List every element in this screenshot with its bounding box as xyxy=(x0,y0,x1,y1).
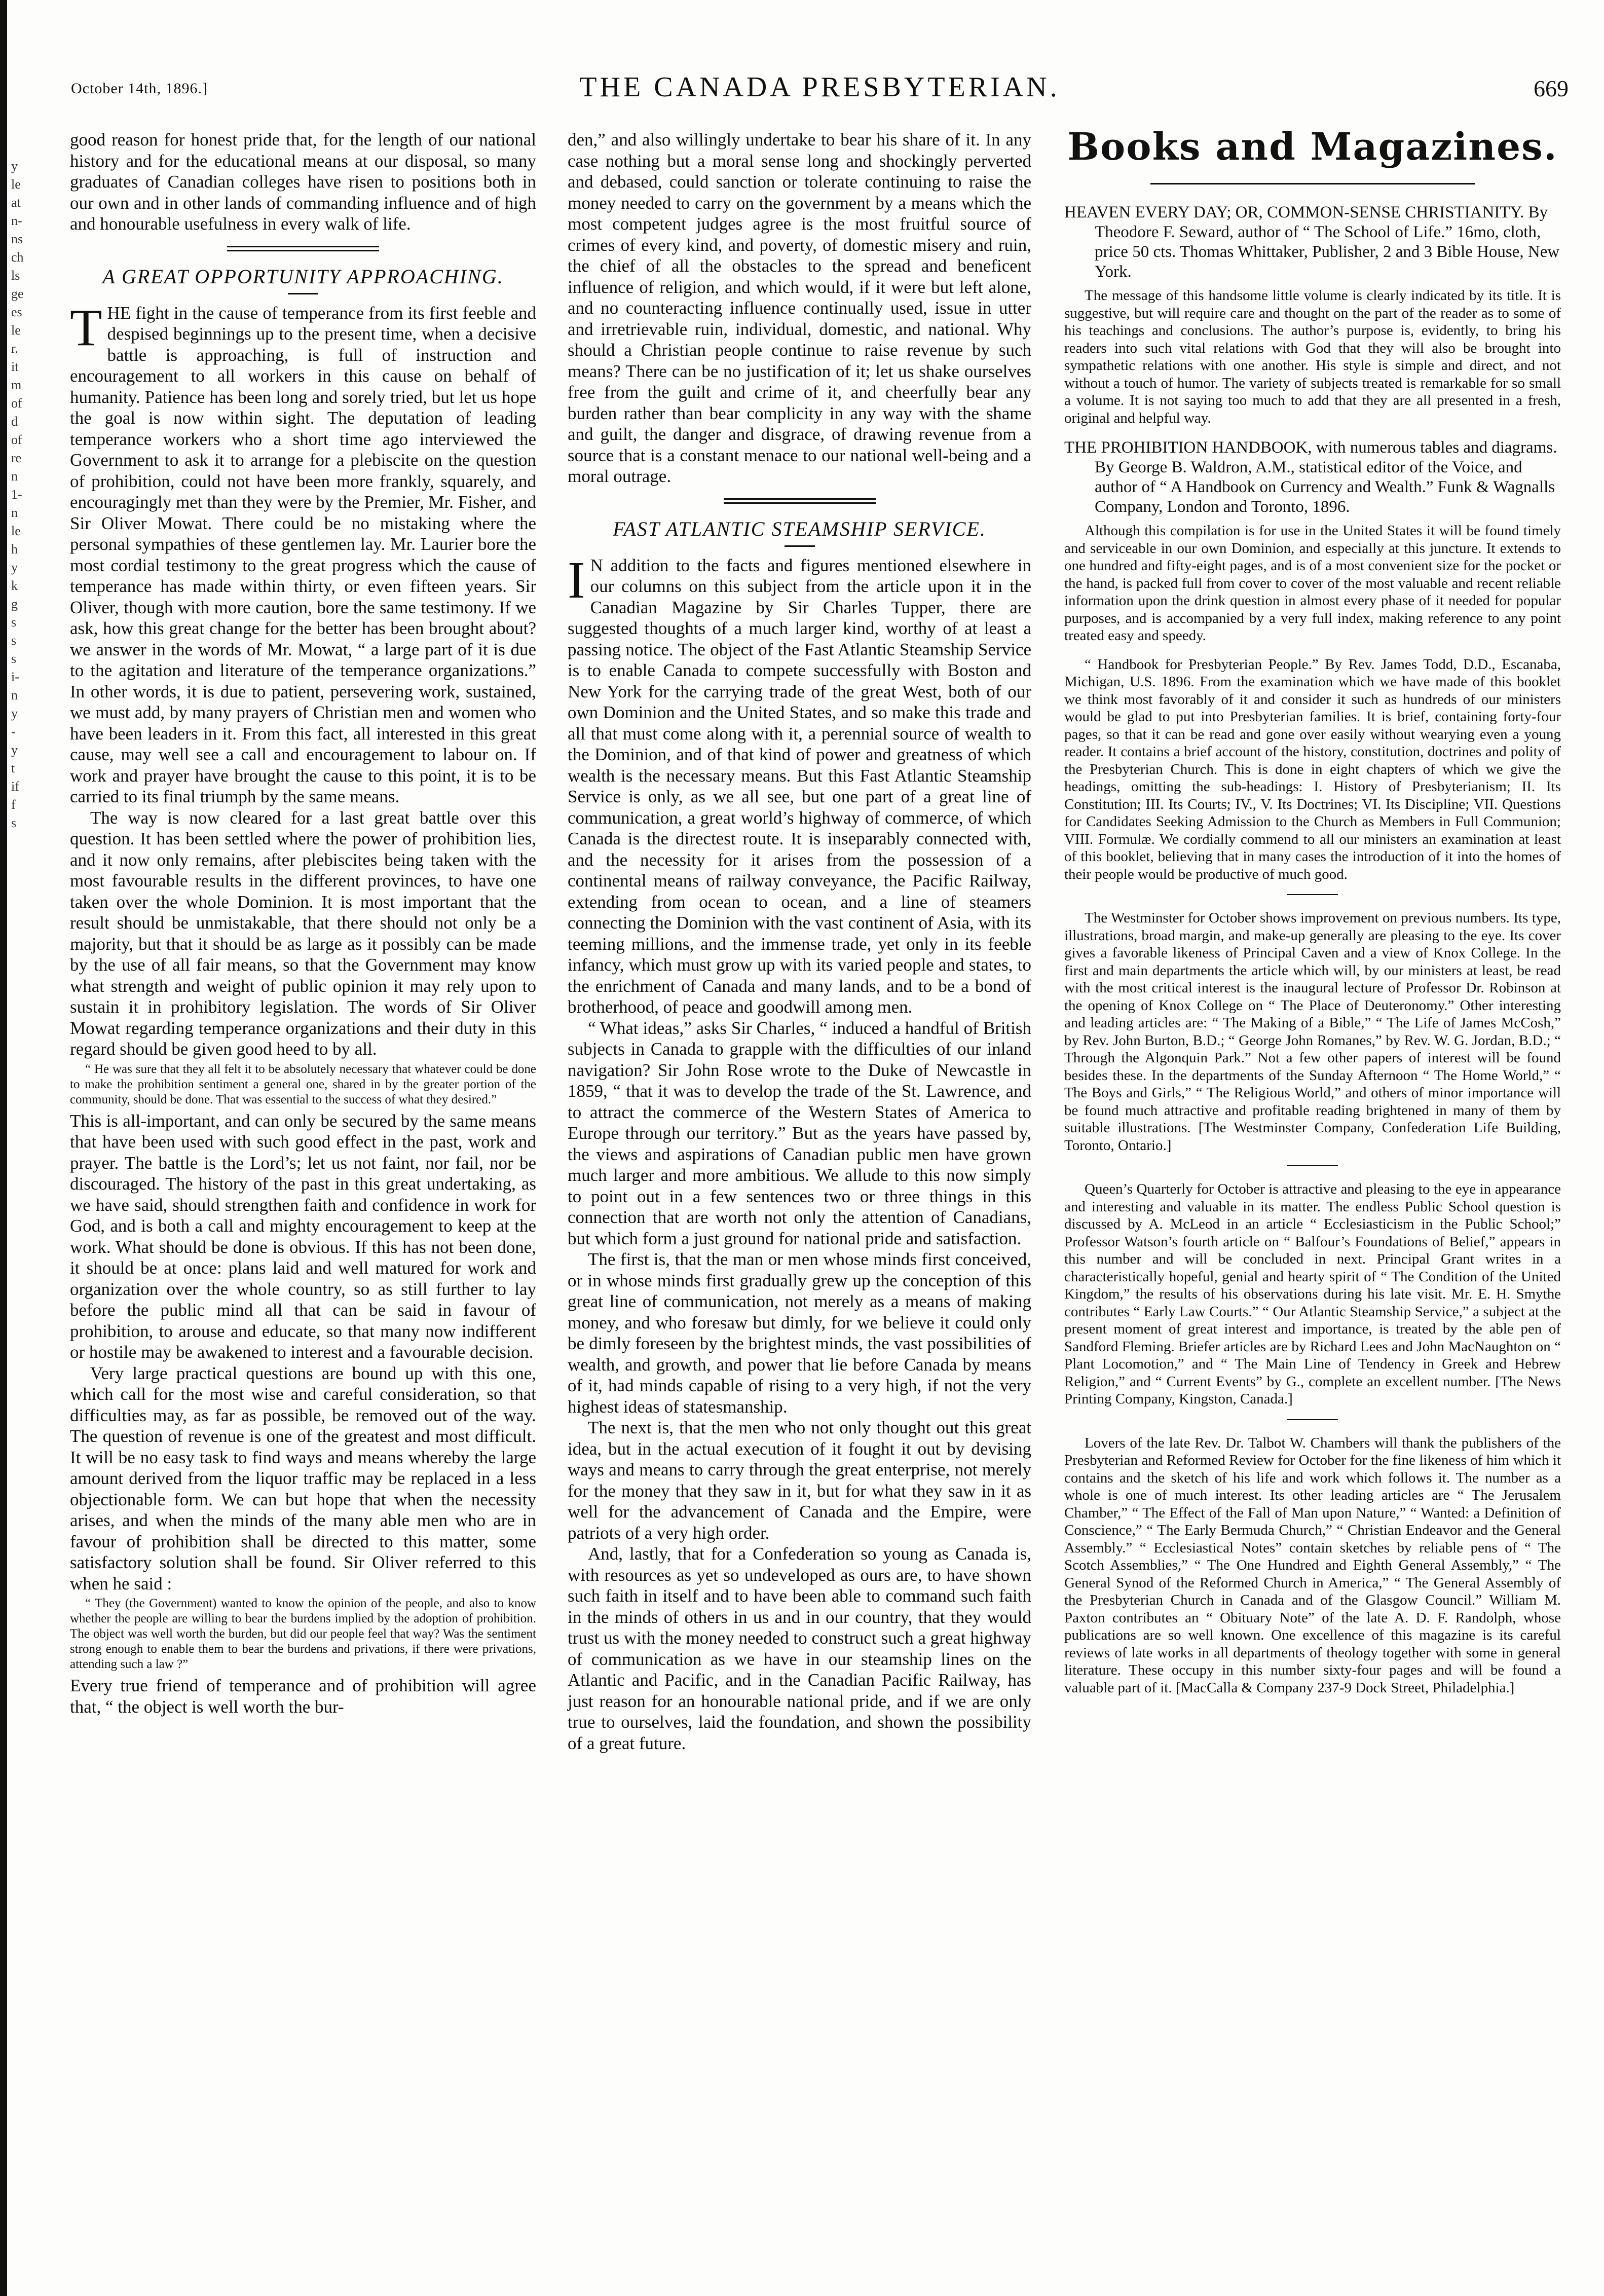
review-separator xyxy=(1287,1419,1338,1420)
article-paragraph: Every true friend of temperance and of prohibition will agree that, “ the object is well worth the bur- xyxy=(70,1676,536,1717)
book-review: “ Handbook for Presbyterian People.” By Rev. James Todd, D.D., Escanaba, Michigan, U.S. 1896. From the examination which we have made of this booklet we think most favorably of it and consider it such as hundreds of our ministers would be glad to put into Presbyterian families. It is brief, containing forty-four pages, so that it can be read and gone over easily without wearying even a young reader. It contains a brief account of the history, constitution, doctrines and polity of the Presbyterian Church. This is done in eight chapters of which we give the headings, omitting the sub-headings: I. History of Presbyterianism; II. Its Constitution; III. Its Courts; IV., V. Its Doctrines; VI. Its Discipline; VII. Questions for Candidates Seeking Admission to the Church as Members in Full Communion; VIII. Formulæ. We cordially commend to all our ministers an examination at least of this booklet, believing that in many cases the introduction of it into the homes of their people would be productive of much good. xyxy=(1064,656,1561,882)
book-review: The message of this handsome little volume is clearly indicated by its title. It is suggestive, but will require care and thought on the part of the reader as to some of his teachings and conclusions. The author’s purpose is, evidently, to bring his readers into such vital relations with God that they will also be brought into sympathetic relations with one another. His style is simple and direct, and not without a touch of humor. The variety of subjects treated is remarkable for so small a volume. It is not saying too much to add that they are all presented in a fresh, original and helpful way. xyxy=(1064,287,1561,426)
page-header xyxy=(71,71,1569,106)
review-separator xyxy=(1287,894,1338,895)
article-paragraph: I N addition to the facts and figures mentioned elsewhere in our columns on this subject from the article upon it in the Canadian Magazine by Sir Charles Tupper, there are suggested thoughts of a much larger kind, worthy of at least a passing notice. The object of the Fast Atlantic Steamship Service is to enable Canada to compete successfully with Boston and New York for the carrying trade of the great West, both of our own Dominion and the United States, and so make this trade and all that must come along with it, a perennial source of wealth to the Dominion, and of that kind of power and greatness of which wealth is the necessary means. But this Fast Atlantic Steamship Service is only, as we all see, but one part of a great line of communication, a great world’s highway of commerce, of which Canada is the directest route. It is inseparably connected with, and the necessity for it arises from the possession of a continental means of railway conveyance, the Pacific Railway, extending from ocean to ocean, and a line of steamers connecting the Dominion with the vast continent of Asia, with its teeming millions, and the immense trade, yet only in its feeble infancy, which must grow up with its varied people and states, to the enrichment of Canada and many lands, and to be a bond of brotherhood, of peace and goodwill among men. xyxy=(568,550,1031,1017)
heading-dash xyxy=(785,545,815,547)
continued-paragraph: den,” and also willingly undertake to bear his share of it. In any case nothing but a moral sense long and shockingly perverted and debased, could sanction or tolerate continuing to raise the money needed to carry on the government by a means which the most competent judges agree is the most fruitful source of crimes of every kind, and poverty, of domestic misery and ruin, the chief of all the obstacles to the spread and beneficent influence of religion, and which would, if it were but left alone, and no counteracting influence continually used, issue in utter and irretrievable ruin, individual, domestic, and national. Why should a Christian people continue to raise revenue by such means? There can be no justification of it; let us shake ourselves free from the guilt and crime of it, and cheerfully bear any burden rather than bear complicity in any way with the shame and guilt, the danger and disgrace, of drawing revenue from a source that is a constant menace to our national well-being and a moral outrage. xyxy=(568,130,1031,486)
article-paragraph: This is all-important, and can only be secured by the same means that have been used with such good effect in the past, work and prayer. The battle is the Lord’s; let us not faint, nor fail, nor be discouraged. The history of the past in this great undertaking, as we have said, should strengthen faith and confidence in work for God, and is both a call and mighty encouragement to keep at the work. What should be done is obvious. If this has not been done, it should be at once: plans laid and well matured for work and organization over the whole country, so as still further to lay before the public mind all that can be said in favour of prohibition, to arouse and educate, so that many now indifferent or hostile may be awakened to interest and a favourable decision. xyxy=(70,1110,536,1362)
section-divider xyxy=(724,498,876,504)
section-divider xyxy=(227,246,379,251)
section-rule xyxy=(1150,183,1475,184)
article-heading-fast-atlantic: FAST ATLANTIC STEAMSHIP SERVICE. xyxy=(613,517,986,540)
section-title: Books and Magazines. xyxy=(1067,125,1558,169)
block-quote: “ They (the Government) wanted to know the opinion of the people, and also to know whether the people are willing to bear the burdens implied by the adoption of prohibition. The object was well worth the burden, but did our people feel that way? Was the sentiment strong enough to enable them to bear the burdens and privations, if there were privations, attending such a law ?” xyxy=(70,1597,536,1671)
book-entry-heading: HEAVEN EVERY DAY; OR, COMMON-SENSE CHRISTIANITY. By Theodore F. Seward, author of “ The School of Life.” 16mo, cloth, price 50 cts. Thomas Whittaker, Publisher, 2 and 3 Bible House, New York. xyxy=(1064,203,1560,281)
review-separator xyxy=(1287,1165,1338,1166)
issue-date: October 14th, 1896.] xyxy=(71,80,208,97)
article-paragraph: Very large practical questions are bound up with this one, which call for the most wise and careful consideration, so that difficulties may, as far as possible, be removed out of the way. The question of revenue is one of the greatest and most difficult. It will be no easy task to find ways and means whereby the large amount derived from the liquor traffic may be replaced in a less objectionable form. We can but hope that when the necessity arises, and when the minds of the many able men who are in favour of prohibition shall be directed to this matter, some satisfactory solution shall be found. Sir Oliver referred to this when he said : xyxy=(70,1363,536,1594)
article-paragraph: “ What ideas,” asks Sir Charles, “ induced a handful of British subjects in Canada to grapple with the difficulties of our inland navigation? Sir John Rose wrote to the Duke of Newcastle in 1859, “ that it was to develop the trade of the St. Lawrence, and to attract the commerce of the Western States of America to Europe through our territory.” But as the years have passed by, the views and aspirations of Canadian public men have grown much larger and more ambitious. We allude to this now simply to point out in a few sentences two or three things in this connection that are worth not only the attention of Canadians, but which form a just ground for national pride and satisfaction. xyxy=(568,1018,1031,1248)
book-entry-heading: THE PROHIBITION HANDBOOK, with numerous tables and diagrams. By George B. Waldron, A.M., statistical editor of the Voice, and author of “ A Handbook on Currency and Wealth.” Funk & Wagnalls Company, London and Toronto, 1896. xyxy=(1064,438,1557,516)
magazine-review: The Westminster for October shows improvement on previous numbers. Its type, illustrations, broad margin, and make-up generally are pleasing to the eye. Its cover gives a favorable likeness of Principal Caven and a view of Knox College. In the first and main departments the article which will, by our ministers at least, be read with the most critical interest is the inaugural lecture of Professor Dr. Robinson at the opening of Knox College on “ The Place of Deuteronomy.” Other interesting and leading articles are: “ The Making of a Bible,” “ The Life of James McCosh,” by Rev. John Burton, B.D.; “ George John Romanes,” by Rev. W. G. Jordan, B.D.; “ Through the Algonquin Park.” Not a few other papers of interest will be found besides these. In the departments of the Sunday Afternoon “ The Home World,” “ The Boys and Girls,” “ The Religious World,” and others of minor importance will be found much attractive and profitable reading brightened in many of them by suitable illustrations. [The Westminster Company, Confederation Life Building, Toronto, Ontario.] xyxy=(1064,910,1561,1154)
margin-bleed-text: y le at n- ns ch ls ge es le r. it m of d of re n 1- n le h y k g s s s i- n y - y t if f s xyxy=(11,159,24,830)
article-paragraph: The way is now cleared for a last great battle over this question. It has been settled where the power of prohibition lies, and it now only remains, after plebiscites being taken with the most favourable results in the different provinces, to have one taken over the whole Dominion. It is most important that the result should be unmistakable, that there should not only be a majority, but that it should be as large as it possibly can be made by the use of all fair means, so that the Government may know what strength and weight of public opinion it may rely upon to sustain it in prohibitory legislation. The words of Sir Oliver Mowat regarding temperance organizations and their duty in this regard should be given good heed to by all. xyxy=(70,807,536,1059)
column-2 xyxy=(568,129,1031,1754)
article-heading-great-opportunity: A GREAT OPPORTUNITY APPROACHING. xyxy=(102,265,504,288)
publication-title: THE CANADA PRESBYTERIAN. xyxy=(579,71,1060,103)
article-paragraph: And, lastly, that for a Confederation so young as Canada is, with resources as yet so undeveloped as ours are, to have shown such faith in itself and to have been able to command such faith in the minds of others in us and in our country, that they would trust us with the money needed to construct such a great highway of communication as we have in our steamship lines on the Atlantic and Pacific, and in the Canadian Pacific Railway, has just reason for an honourable national pride, and if we are only true to ourselves, laid the foundation, and shown the possibility of a great future. xyxy=(568,1544,1031,1753)
left-binding-edge xyxy=(0,0,7,2296)
article-paragraph: The next is, that the men who not only thought out this great idea, but in the actual execution of it fought it out by devising ways and means to carry through the great enterprise, not merely for the money that they saw in it, but for what they saw in it as well for the advancement of Canada and the Empire, were patriots of a very high order. xyxy=(568,1418,1031,1543)
article-paragraph: The first is, that the man or men whose minds first conceived, or in whose minds first gradually grew up the conception of this great line of communication, not merely as a means of making money, and who foresaw but dimly, for we believe it could only be dimly foreseen by the brightest minds, the vast possibilities of wealth, and growth, and power that lie before Canada by means of it, had minds capable of rising to a very high, if not the very highest ideas of statesmanship. xyxy=(568,1249,1031,1417)
heading-dash xyxy=(288,293,318,294)
column-3-books-and-magazines xyxy=(1064,124,1561,1708)
book-review: Although this compilation is for use in the United States it will be found timely and serviceable in our own Dominion, and especially at this juncture. It extends to one hundred and fifty-eight pages, and is of a most convenient size for the pocket or the hand, is packed full from cover to cover of the most valuable and recent reliable information upon the drink question in almost every phase of it needed for popular purposes, and is accompanied by a very full index, making reference to any point treated easy and speedy. xyxy=(1064,523,1561,644)
magazine-review: Queen’s Quarterly for October is attractive and pleasing to the eye in appearance and interesting and valuable in its matter. The endless Public School question is discussed by A. McLeod in an article “ Ecclesiasticism in the Public School;” Professor Watson’s fourth article on “ Balfour’s Foundations of Belief,” appears in this number and will be concluded in next. Principal Grant writes in a characteristically hopeful, genial and hearty spirit of “ The Condition of the United Kingdom,” the results of his observations during his late visit. Mr. E. H. Smythe contributes “ Early Law Courts.” “ Our Atlantic Steamship Service,” a subject at the present moment of great interest and importance, is treated by the able pen of Sandford Fleming. Briefer articles are by Richard Lees and John MacNaughton on “ Plant Locomotion,” and “ The Main Line of Tendency in Greek and Hebrew Religion,” and “ Current Events” by G., complete an excellent number. [The News Printing Company, Kingston, Canada.] xyxy=(1064,1181,1561,1407)
block-quote: “ He was sure that they all felt it to be absolutely necessary that whatever could be done to make the prohibition sentiment a general one, shared in by the greater portion of the community, should be done. That was essential to the success of what they desired.” xyxy=(70,1062,536,1106)
page-number: 669 xyxy=(1534,76,1569,101)
magazine-review: Lovers of the late Rev. Dr. Talbot W. Chambers will thank the publishers of the Presbyterian and Reformed Review for October for the fine likeness of him which it contains and the sketch of his life and work which follows it. The number as a whole is one of much interest. Its other leading articles are “ The Jerusalem Chamber,” “ The Effect of the Fall of Man upon Nature,” “ Wanted: a Definition of Conscience,” “ The Early Bermuda Church,” “ Christian Endeavor and the General Assembly.” “ Ecclesiastical Notes” contain sketches by reliable pens of “ The Scotch Assemblies,” “ The One Hundred and Eighth General Assembly,” “ The General Synod of the Reformed Church in America,” “ The General Assembly of the Presbyterian Church in Canada and of the Glasgow Council.” William M. Paxton contributes an “ Obituary Note” of the late A. D. F. Randolph, whose publications are so well known. One excellence of this magazine is its careful reviews of late works in all departments of theology together with some in general literature. These occupy in this number sixty-four pages and will be found a valuable part of it. [MacCalla & Company 237-9 Dock Street, Philadelphia.] xyxy=(1064,1434,1561,1696)
article-paragraph: THE fight in the cause of temperance from its first feeble and despised beginnings up to the present time, when a decisive battle is approaching, is full of instruction and encouragement to all workers in this cause on behalf of humanity. Patience has been long and sorely tried, but let us hope the goal is now within sight. The deputation of leading temperance workers who a short time ago interviewed the Government to ask it to arrange for a plebiscite on the question of prohibition, could not have been more frankly, squarely, and encouragingly met than they were by the Premier, Mr. Fisher, and Sir Oliver Mowat. There could be no mistaking where the personal sympathies of these gentlemen lay. Mr. Laurier bore the most cordial testimony to the great progress which the cause of temperance has made within thirty, or even fifteen years. Sir Oliver, though with more caution, bore the same testimony. If we ask, how this great change for the better has been brought about? we answer in the words of Mr. Mowat, “ a large part of it is due to the agitation and literature of the temperance organizations.” In other words, it is due to patient, persevering work, sustained, we must add, by many prayers of Christian men and women who have been leaders in it. From this fact, all interested in this great cause, may well see a call and encouragement to labour on. If work and prayer have brought the cause to this point, it is to be carried to its final triumph by the same means. xyxy=(70,298,536,806)
drop-cap: T xyxy=(70,298,102,357)
continued-paragraph: good reason for honest pride that, for the length of our national history and for the educational means at our disposal, so many graduates of Canadian colleges have risen to positions both in our own and in other lands of commanding influence and of high and honourable usefulness in every walk of life. xyxy=(70,130,536,234)
drop-cap: I xyxy=(568,550,585,609)
column-1 xyxy=(70,129,536,1717)
